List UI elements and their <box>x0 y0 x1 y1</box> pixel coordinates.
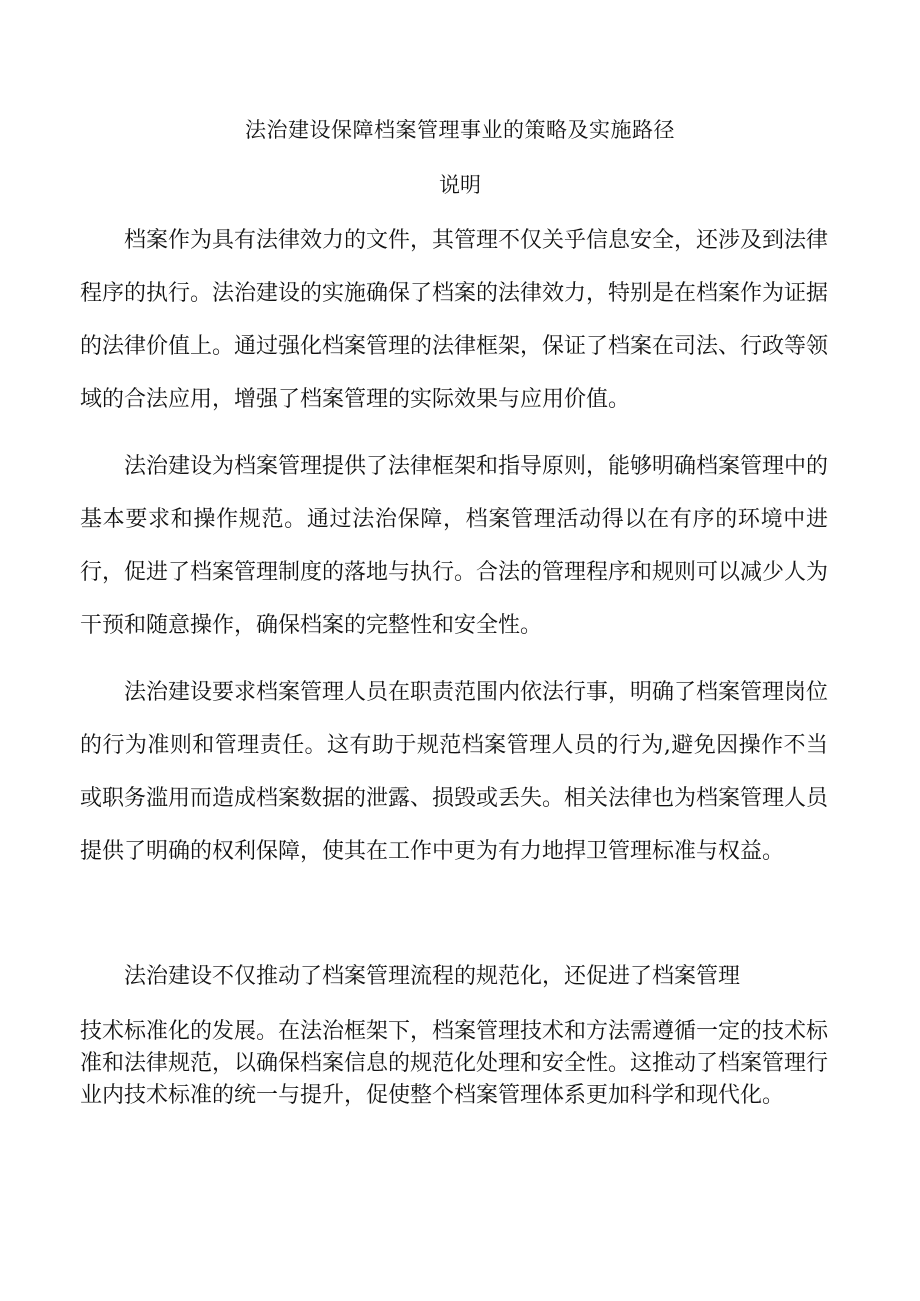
paragraph-2: 法治建设为档案管理提供了法律框架和指导原则，能够明确档案管理中的基本要求和操作规范。通过法治保障，档案管理活动得以在有序的环境中进行，促进了档案管理制度的落地与执行。合法的管理程序和规则可以减少人为干预和随意操作，确保档案的完整性和安全性。 <box>80 454 829 638</box>
document-title: 法治建设保障档案管理事业的策略及实施路径 <box>245 118 675 142</box>
paragraph-3: 法治建设要求档案管理人员在职责范围内依法行事，明确了档案管理岗位的行为准则和管理责任。这有助于规范档案管理人员的行为,避免因操作不当或职务滥用而造成档案数据的泄露、损毁或丢失。相关法律也为档案管理人员提供了明确的权利保障，使其在工作中更为有力地捍卫管理标准与权益。 <box>80 680 829 864</box>
paragraph-4-continuation: 技术标准化的发展。在法治框架下，档案管理技术和方法需遵循一定的技术标准和法律规范，以确保档案信息的规范化处理和安全性。这推动了档案管理行业内技术标准的统一与提升，促使整个档案管理体系更加科学和现代化。 <box>80 1019 829 1108</box>
paragraph-4-first-line: 法治建设不仅推动了档案管理流程的规范化，还促进了档案管理 <box>124 964 741 989</box>
paragraph-1: 档案作为具有法律效力的文件，其管理不仅关乎信息安全，还涉及到法律程序的执行。法治建设的实施确保了档案的法律效力，特别是在档案作为证据的法律价值上。通过强化档案管理的法律框架，保证了档案在司法、行政等领域的合法应用，增强了档案管理的实际效果与应用价值。 <box>80 228 829 412</box>
section-heading: 说明 <box>439 173 481 197</box>
